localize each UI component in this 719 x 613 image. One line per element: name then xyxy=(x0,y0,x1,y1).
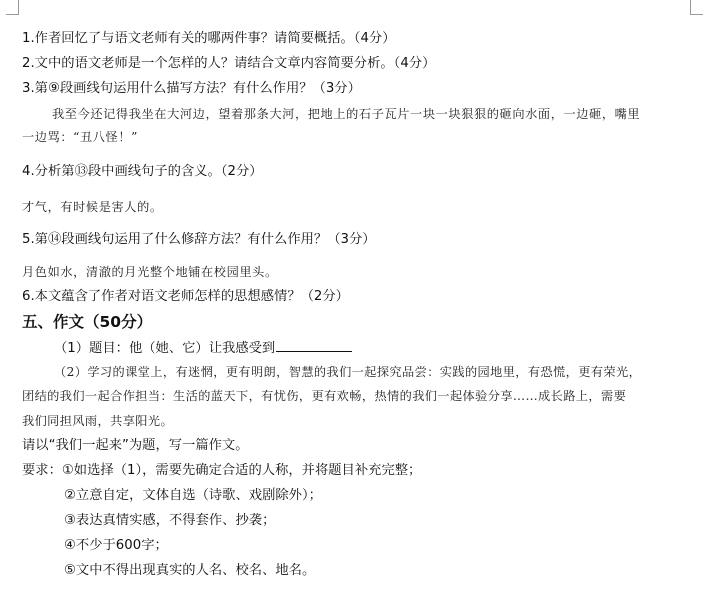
question-2: 2.文中的语文老师是一个怎样的人？请结合文章内容简要分析。（4分） xyxy=(22,56,436,71)
requirements-label: 要求： xyxy=(22,463,62,478)
question-4: 4.分析第⑬段中画线句子的含义。（2分） xyxy=(22,164,263,179)
question-3: 3.第⑨段画线句运用什么描写方法？有什么作用？（3分） xyxy=(22,81,361,96)
composition-heading: 五、作文（50分） xyxy=(22,313,153,331)
quote-q5: 月色如水，清澈的月光整个地铺在校园里头。 xyxy=(22,265,278,279)
requirement-item: ④不少于600字； xyxy=(64,538,168,553)
requirement-item: ①如选择（1），需要先确定合适的人称，并将题目补充完整； xyxy=(61,463,422,478)
composition-instruction: 请以“我们一起来”为题，写一篇作文。 xyxy=(22,438,249,453)
question-1: 1.作者回忆了与语文老师有关的哪两件事？请简要概括。（4分） xyxy=(22,31,396,46)
requirement-item: ②立意自定，文体自选（诗歌、戏剧除外）； xyxy=(64,488,322,503)
composition-option-1 xyxy=(54,338,352,358)
question-6: 6.本文蕴含了作者对语文老师怎样的思想感情？（2分） xyxy=(22,289,349,304)
requirement-item: ③表达真情实感，不得套作、抄袭； xyxy=(64,513,276,528)
page-corner-mark-left xyxy=(6,0,19,15)
composition-option-2-line2: 团结的我们一起合作担当：生活的蓝天下，有忧伤，更有欢畅，热情的我们一起体验分享……成长路上，需要 xyxy=(22,389,627,403)
requirement-item: ⑤文中不得出现真实的人名、校名、地名。 xyxy=(64,563,316,578)
title-blank-underline xyxy=(276,338,352,352)
quote-q4: 才气，有时候是害人的。 xyxy=(22,200,163,214)
composition-option-1-text: （1）题目：他（她、它）让我感受到 xyxy=(54,341,276,356)
requirements-line-1 xyxy=(22,462,421,480)
composition-option-2-line3: 我们同担风雨，共享阳光。 xyxy=(22,414,174,428)
question-5: 5.第⑭段画线句运用了什么修辞方法？有什么作用？（3分） xyxy=(22,232,376,247)
quote-q3-line2: 一边骂：“丑八怪！” xyxy=(22,130,138,144)
quote-q3-line1: 我至今还记得我坐在大河边，望着那条大河，把地上的石子瓦片一块一块狠狠的砸向水面，一边砸，嘴里 xyxy=(52,107,641,121)
composition-option-2-line1: （2）学习的课堂上，有迷惘，更有明朗，智慧的我们一起探究品尝：实践的园地里，有恐慌，更有荣光， xyxy=(54,365,642,379)
page-corner-mark-right xyxy=(690,0,703,15)
